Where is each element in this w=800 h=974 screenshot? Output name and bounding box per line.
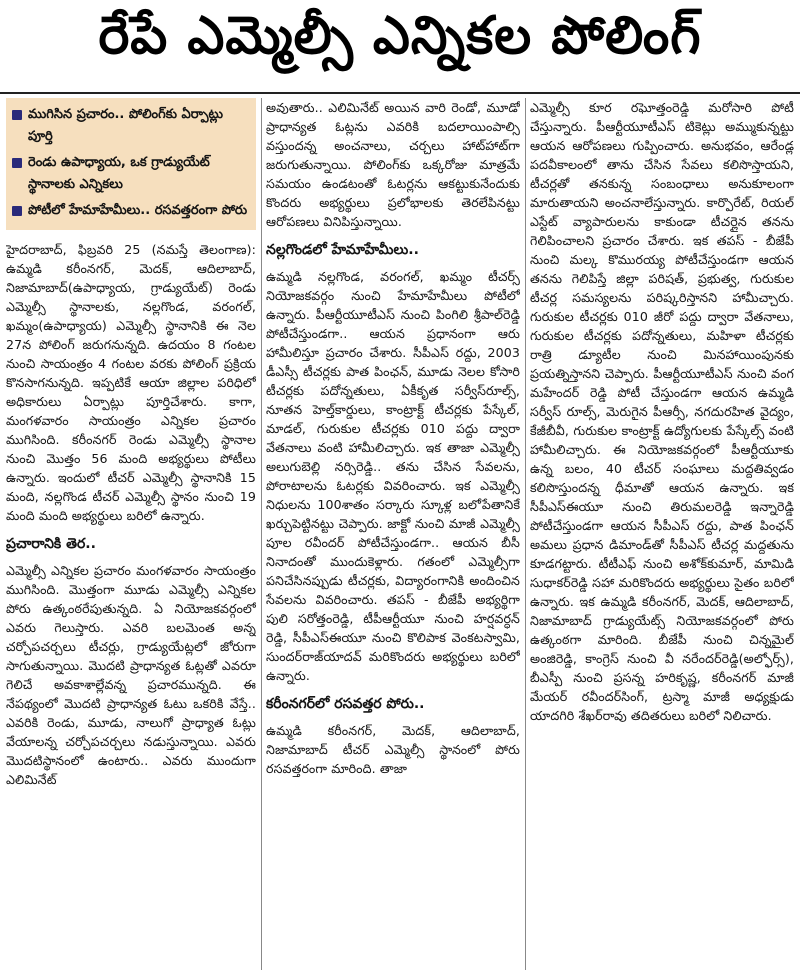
square-bullet-icon <box>12 158 22 168</box>
highlight-text: పోటీలో హేమాహేమీలు.. రసవత్తరంగా పోరు <box>28 203 248 218</box>
headline: రేపే ఎమ్మెల్సీ ఎన్నికల పోలింగ్ <box>98 5 702 66</box>
square-bullet-icon <box>12 110 22 120</box>
column-divider <box>525 98 526 970</box>
column-1 <box>6 98 256 970</box>
body-paragraph: ఉమ్మడి కరీంనగర్, మెదక్, ఆదిలాబాద్, నిజామాబాద్ టీచర్ ఎమ్మెల్సీ స్థానంలో పోరు రసవత్తరంగా మారింది. తాజా <box>266 723 520 776</box>
column-divider <box>261 98 262 970</box>
highlight-text: రెండు ఉపాధ్యాయ, ఒక గ్రాడ్యుయేట్ స్థానాలకు ఎన్నికలు <box>28 155 210 192</box>
column-3 <box>530 98 794 970</box>
highlight-item <box>12 200 250 222</box>
body-paragraph: ఎమ్మెల్సీ కూర రఘోత్తంరెడ్డి మరోసారి పోటీ చేస్తున్నారు. పీఆర్టీయూటీఎస్ టికెట్లు అమ్ముకున్నట్టు ఆయన ఆరోపణలు గుప్పించారు. అనుభవం, ఆరేండ్ల పదవీకాలంలో తాను చేసిన సేవలు కలిసొస్తాయని, టీచర్లతో తనకున్న సంబంధాలు అనుకూలంగా మారుతాయని అంచనాలేస్తున్నారు. కార్పొరేట్, రియల్ ఎస్టేట్ వ్యాపారులను కాకుండా టీచర్లైన తనను గెలిపించాలని ప్రచారం చేశారు. ఇక తపస్ - బీజేపీ నుంచి మల్క కొమురయ్య పోటీచేస్తుండగా ఆయన తనను గెలిపిస్తే జిల్లా పరిషత్, ప్రభుత్వ, గురుకుల టీచర్ల సమస్యలను పరిష్కరిస్తానని హామీచ్చారు. గురుకుల టీచర్లకు 010 జీరో పద్దు ద్వారా వేతనాలు, గురుకుల టీచర్లకు పదోన్నతులు, మహిళా టీచర్లకు రాత్రి డ్యూటీల నుంచి మినహాయింపునకు ప్రయత్నిస్తానని చెప్పారు. పీఆర్టీయూటీఎస్ నుంచి వంగ మహేందర్ రెడ్డి పోటీ చేస్తుండగా ఆయన ఉమ్మడి సర్వీస్ రూల్స్, మెరుగైన పీఆర్సీ, నగదురహిత వైద్యం, కేజీబీవీ, గురుకుల కాంట్రాక్ట్ ఉద్యోగులకు పేస్కేల్స్ వంటి హామీలిచ్చారు. ఈ నియోజకవర్గంలో పీఆర్టీయూకు ఉన్న బలం, 40 టీచర్ సంఘాలు మద్దతివ్వడం కలిసొస్తుందన్న ధీమాతో ఆయన ఉన్నారు. ఇక సీపీఎస్‌ఈయూ నుంచి తిరుమలరెడ్డి ఇన్నారెడ్డి పోటీచేస్తుండగా ఆయన సీపీఎస్ రద్దు, పాత పింఛన్ అమలు ప్రధాన డిమాండ్‌తో సీపీఎస్ టీచర్ల మద్దతును కూడగట్టారు. టీటీఎఫ్ నుంచి అశోక్‌కుమార్, మామిడి సుధాకర్‌రెడ్డి సహా మరికొందరు అభ్యర్థులు సైతం బరిలో ఉన్నారు. ఇక ఉమ్మడి కరీంనగర్, మెదక్, ఆదిలాబాద్, నిజామాబాద్ గ్రాడ్యుయేట్స్ నియోజకవర్గంలో పోరు ఉత్కంఠగా మారింది. బీజేపీ నుంచి చిన్నమైల్ అంజిరెడ్డి, కాంగ్రెస్ నుంచి వీ నరేందర్‌రెడ్డి(అల్ఫోర్స్), బీఎస్పీ నుంచి ప్రసన్న హరికృష్ణ, కరీంనగర్ మాజీ మేయర్ రవీందర్‌సింగ్, ట్రస్మా మాజీ అధ్యక్షుడు యాదగిరి శేఖర్‌రావు తదితరులు బరిలో నిలిచారు. <box>530 100 794 723</box>
subheading: నల్లగొండలో హేమాహేమీలు.. <box>266 242 419 258</box>
headline-rule <box>0 92 800 94</box>
highlights-box <box>6 98 256 230</box>
column-2 <box>266 98 520 970</box>
highlight-item <box>12 104 250 148</box>
body-paragraph: ఎమ్మెల్సీ ఎన్నికల ప్రచారం మంగళవారం సాయంత్రం ముగిసింది. మొత్తంగా మూడు ఎమ్మెల్సీ ఎన్నికల పోరు ఉత్కంఠరేపుతున్నది. ఏ నియోజకవర్గంలో ఎవరు గెలుస్తారు. ఎవరి బలమెంత అన్న చర్చోపచర్చలు టీచర్లు, గ్రాడ్యుయేట్లలో జోరుగా సాగుతున్నాయి. మొదటి ప్రాధాన్యత ఓట్లతో ఎవరూ గెలిచే అవకాశాల్లేవన్న ప్రచారమున్నది. ఈ నేపథ్యంలో మొదటి ప్రాధాన్యత ఓటు ఒకరికి వేస్తే.. ఎవరికి రెండు, మూడు, నాలుగో ప్రాధ్యాత ఓట్లు వేయాలన్న చర్చోపచర్చలు నడుస్తున్నాయి. ఎవరు మొదటిస్థానంలో ఉంటారు.. ఎవరు ముందుగా ఎలిమినేట్ <box>6 563 256 787</box>
square-bullet-icon <box>12 206 22 216</box>
body-paragraph: హైదరాబాద్, ఫిబ్రవరి 25 (నమస్తే తెలంగాణ): ఉమ్మడి కరీంనగర్, మెదక్, ఆదిలాబాద్, నిజామాబాద్(ఉపాధ్యాయ, గ్రాడ్యుయేట్) రెండు ఎమ్మెల్సీ స్థానాలకు, నల్లగొండ, వరంగల్, ఖమ్మం(ఉపాధ్యాయ) ఎమ్మెల్సీ స్థానానికి ఈ నెల 27న పోలింగ్ జరుగనున్నది. ఉదయం 8 గంటల నుంచి సాయంత్రం 4 గంటల వరకు పోలింగ్ ప్రక్రియ కొనసాగనున్నది. ఇప్పటికే ఆయా జిల్లాల పరిధిలో అధికారులు ఏర్పాట్లు పూర్తిచేశారు. కాగా, మంగళవారం సాయంత్రం ఎన్నికల ప్రచారం ముగిసింది. కరీంనగర్ రెండు ఎమ్మెల్సీ స్థానాల నుంచి మొత్తం 56 మంది అభ్యర్థులు పోటీలు ఉన్నారు. ఇందులో టీచర్ ఎమ్మెల్సీ స్థానానికి 15 మంది, నల్లగొండ టీచర్ ఎమ్మెల్సీ స్థానం నుంచి 19 మంది మంది అభ్యర్థులు బరిలో ఉన్నారు. <box>6 242 256 523</box>
subheading: కరీంనగర్‌లో రసవత్తర పోరు.. <box>266 696 425 712</box>
body-paragraph: ఉమ్మడి నల్లగొండ, వరంగల్, ఖమ్మం టీచర్స్ నియోజకవర్గం నుంచి హేమాహేమీలు పోటీలో ఉన్నారు. పీఆర్టీయూటీఎస్ నుంచి పింగిలి శ్రీపాల్‌రెడ్డి పోటీచేస్తుండగా.. ఆయన ప్రధానంగా ఆరు హామీలిస్తూ ప్రచారం చేశారు. సీపీఎస్ రద్దు, 2003 డీఎస్సీ టీచర్లకు పాత పింఛన్, మూడు నెలల కోసారి టీచర్లకు పదోన్నతులు, ఏకీకృత సర్వీస్‌రూల్స్, నూతన హెల్త్‌కార్డులు, కాంట్రాక్ట్ టీచర్లకు పేస్కేల్, మాడల్, గురుకుల టీచర్లకు 010 పద్దు ద్వారా వేతనాలు వంటి హామీలిచ్చారు. ఇక తాజా ఎమ్మెల్సీ అలుగుబెల్లి నర్సిరెడ్డి.. తను చేసిన సేవలను, పోరాటాలను ఓటర్లకు వివరించారు. ఇక ఎమ్మెల్సీ నిధులను 100శాతం సర్కారు స్కూళ్ల బలోపేతానికే ఖర్చుపెట్టినట్టు చెప్పారు. జాక్టో నుంచి మాజీ ఎమ్మెల్సీ పూల రవీందర్ పోటీచేస్తుండగా.. ఆయన బీసీ నినాదంతో ముందుకెళ్లారు. గతంలో ఎమ్మెల్సీగా పనిచేసినప్పుడు టీచర్లకు, విద్యారంగానికి అందించిన సేవలను వివరించారు. తపస్ - బీజేపీ అభ్యర్థిగా పులి సరోత్తంరెడ్డి, టీపీఆర్టీయూ నుంచి హర్షవర్ధన్ రెడ్డి, సీపీఎస్‌ఈయూ నుంచి కొలిపాక వెంకటస్వామి, సుందర్‌రాజ్‌యాదవ్ మరికొందరు అభ్యర్థులు బరిలో ఉన్నారు. <box>266 269 520 683</box>
highlight-item <box>12 152 250 196</box>
subheading: ప్రచారానికి తెర.. <box>6 536 96 552</box>
highlight-text: ముగిసిన ప్రచారం.. పోలింగ్‌కు ఏర్పాట్లు పూర్తి <box>28 107 224 144</box>
body-paragraph: అవుతారు.. ఎలిమినేట్ అయిన వారి రెండో, మూడో ప్రాధాన్యత ఓట్లను ఎవరికి బదలాయింపాల్సి వస్తుందన్న అంచనాలు, చర్చలు హాట్‌హాట్‌గా జరుగుతున్నాయి. పోలింగ్‌కు ఒక్కరోజు మాత్రమే సమయం ఉండటంతో ఓటర్లను ఆకట్టుకునేందుకు కొందరు అభ్యర్థులు ప్రలోభాలకు తెరలేపినట్టు ఆరోపణలు వినిపిస్తున్నాయి. <box>266 100 520 229</box>
